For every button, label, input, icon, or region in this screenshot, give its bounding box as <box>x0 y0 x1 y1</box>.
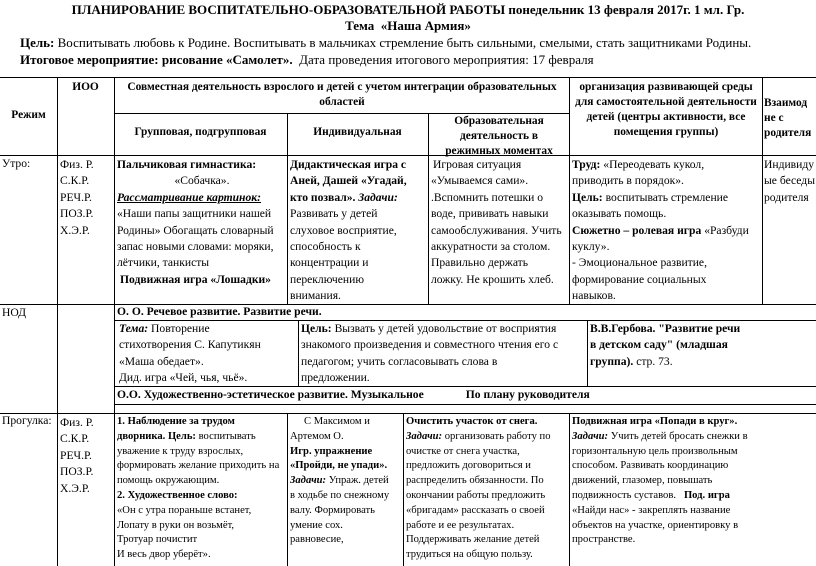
regime-nod: НОД <box>2 306 27 319</box>
nod-theme: Тема: Повторение стихотворения С. Капутикян «Маша обедает». Дид. игра «Чей, чья, чьё». <box>119 322 261 385</box>
header-joint-activity: Совместная деятельность взрослого и детей с учетом интеграции образовательных областей <box>127 81 557 108</box>
header-individual: Индивидуальная <box>313 126 402 138</box>
nod-goal: Цель: Вызвать у детей удовольствие от восприятия знакомого произведения и совместного чтения его с педагогом; учить согласовывать слова в предложении. <box>301 322 559 385</box>
nod-source: В.В.Гербова. "Развитие речи в детском саду" (младшая группа). стр. 73. <box>590 322 741 368</box>
morning-routine-activity: Игровая ситуация «Умываемся сами». .Вспомнить потешки о воде, прививать навыки самообслуживания. Учить аккуратности за столом. Правильно держать ложку. Не крошить хлеб. <box>431 158 562 286</box>
theme-line: Тема «Наша Армия» <box>345 18 471 33</box>
header-parents: Взаимод не с родителя <box>764 97 812 139</box>
morning-group-activity: Пальчиковая гимнастика: «Собачка». Рассматривание картинок: «Наши папы защитники нашей Родины» Обогащать словарный запас новыми словами: моряки, лётчики, танкисты Подвижная игра «Лошадки» <box>117 158 274 286</box>
final-event-line: Итоговое мероприятие: рисование «Самолет». Дата проведения итогового мероприятия: 17 февраля <box>20 52 594 67</box>
morning-individual-activity: Дидактическая игра с Аней, Дашей «Угадай, кто позвал». Задачи: Развивать у детей слуховое восприятие, способность к концентрации и переключению внимания. <box>290 158 407 303</box>
morning-parents: Индивиду ые беседы родителя <box>764 158 815 204</box>
page-title: ПЛАНИРОВАНИЕ ВОСПИТАТЕЛЬНО-ОБРАЗОВАТЕЛЬНОЙ РАБОТЫ понедельник 13 февраля 2017г. 1 мл. Гр. <box>71 2 745 17</box>
walk-group-activity: 1. Наблюдение за трудом дворника. Цель: воспитывать уважение к труду взрослых, формировать желание приходить на помощь окружающим. 2. Художественное слово: «Он с утра пораньше встанет, Лопату в руки он возьмёт, Тротуар почистит И весь двор уберёт». <box>117 416 280 561</box>
header-regime: Режим <box>11 109 46 121</box>
header-environment: организация развивающей среды для самостоятельной деятельности детей (центры активности, все помещения группы) <box>575 81 757 138</box>
morning-environment: Труд: «Переодевать кукол, приводить в порядок». Цель: воспитывать стремление оказывать помощь. Сюжетно – ролевая игра «Разбуди куклу». - Эмоциональное развитие, формирование социальных навыков. <box>572 158 749 303</box>
goal-line: Цель: Воспитывать любовь к Родине. Воспитывать в мальчиках стремление быть сильными, смелыми, стать защитниками Родины. <box>20 35 752 50</box>
header-group: Групповая, подгрупповая <box>134 126 267 138</box>
regime-morning: Утро: <box>2 157 31 170</box>
ioo-morning: Физ. Р. С.К.Р. РЕЧ.Р. ПОЗ.Р. Х.Э.Р. <box>60 158 94 237</box>
ioo-walk: Физ. Р. С.К.Р. РЕЧ.Р. ПОЗ.Р. Х.Э.Р. <box>60 416 94 495</box>
walk-routine-activity: Очистить участок от снега. Задачи: организовать работу по очистке от снега участка, предложить договориться и распределить обязанности. По окончании работы предложить «бригадам» рассказать о своей работе и ее результатах. Поддерживать желание детей трудиться на общую пользу. <box>406 416 551 561</box>
header-ioo: ИОО <box>72 81 99 93</box>
header-routine: Образовательная деятельность в режимных моментах <box>445 115 553 157</box>
regime-walk: Прогулка: <box>2 414 52 427</box>
walk-individual-activity: С Максимом и Артемом О. Игр. упражнение «Пройди, не упади». Задачи: Упраж. детей в ходьбе по снежному валу. Формировать умение сох. равновесие, <box>290 416 390 546</box>
walk-environment: Подвижная игра «Попади в круг». Задачи: Учить детей бросать снежки в горизонтальную цель произвольным способом. Развивать координацию движений, глазомер, повышать подвижность суставов. Под. игра «Найди нас» - закреплять название объектов на участке, ориентировку в пространстве. <box>572 416 748 546</box>
nod-speech-title: О. О. Речевое развитие. Развитие речи. <box>117 305 322 318</box>
nod-music: О.О. Художественно-эстетическое развитие. Музыкальное По плану руководителя <box>117 388 590 401</box>
